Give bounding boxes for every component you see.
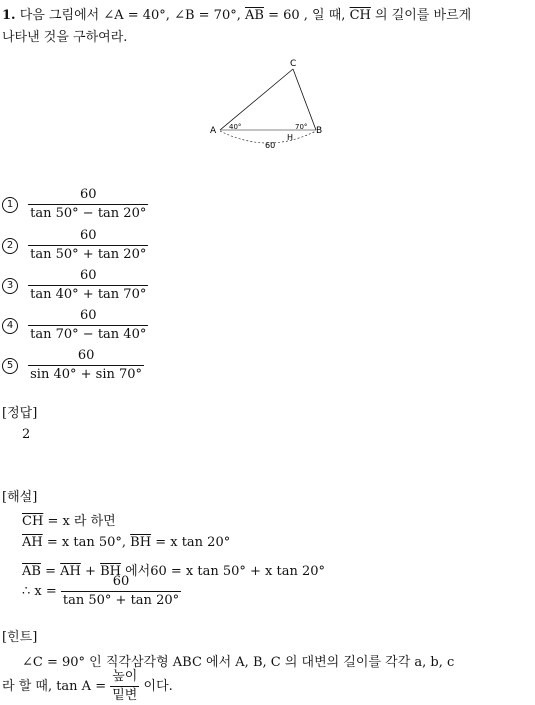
solution-line-2 — [22, 535, 230, 550]
vertex-c-label: C — [290, 59, 297, 69]
option-marker: 1 — [2, 197, 18, 213]
segment-ah-label: $\overline{AH}$ — [22, 535, 43, 550]
equals-sign: = — [45, 564, 56, 579]
option-marker: 5 — [2, 358, 18, 374]
solution-line-4 — [22, 573, 181, 610]
fraction-denominator: tan 50° − tan 20° — [30, 206, 147, 221]
segment-bh-label: $\overline{BH}$ — [100, 564, 121, 579]
option-3[interactable] — [2, 267, 148, 304]
hint-text: 이다. — [143, 679, 173, 694]
therefore-prefix: ∴ x = — [22, 584, 57, 599]
fraction-denominator: sin 40° + sin 70° — [30, 367, 143, 382]
option-5[interactable] — [2, 347, 144, 384]
solution-text: 에서60 = x tan 50° + x tan 20° — [125, 564, 326, 579]
hint-text: 라 할 때, tan A = — [2, 679, 107, 694]
fraction-numerator: 높이 — [110, 668, 139, 687]
hint-fraction — [110, 668, 139, 705]
fraction-denominator: tan 40° + tan 70° — [30, 287, 147, 302]
question-line-1 — [2, 4, 471, 23]
triangle-figure — [205, 55, 335, 155]
hint-line-1: ∠C = 90° 인 직각삼각형 ABC 에서 A, B, C 의 대변의 길이를 각각 a, b, c — [22, 655, 455, 670]
option-fraction — [28, 347, 144, 384]
solution-header: [해설] — [2, 490, 38, 505]
side-cb — [293, 69, 316, 130]
segment-ah-label: $\overline{AH}$ — [60, 564, 81, 579]
fraction-numerator: 60 — [61, 573, 181, 592]
fraction-numerator: 60 — [28, 227, 148, 246]
hint-header: [힌트] — [2, 630, 38, 645]
solution-text: = x tan 20° — [155, 535, 231, 550]
solution-line-1 — [22, 510, 116, 529]
fraction-denominator: tan 50° + tan 20° — [30, 247, 147, 262]
option-2[interactable] — [2, 227, 148, 264]
solution-text: = x 라 하면 — [47, 514, 116, 529]
option-fraction — [28, 186, 148, 223]
foot-h-label: H — [287, 133, 294, 142]
answer-header: [정답] — [2, 406, 38, 421]
fraction-numerator: 60 — [28, 307, 148, 326]
angle-b-label: 70° — [295, 123, 308, 131]
question-line-2: 나타낸 것을 구하여라. — [2, 30, 128, 45]
fraction-denominator: 밑변 — [112, 688, 138, 703]
fraction-numerator: 60 — [28, 347, 144, 366]
answer-value: 2 — [22, 427, 31, 442]
angle-a-label: 40° — [229, 123, 242, 131]
vertex-b-label: B — [316, 126, 323, 136]
fraction-numerator: 60 — [28, 186, 148, 205]
option-marker: 2 — [2, 238, 18, 254]
option-fraction — [28, 227, 148, 264]
option-1[interactable] — [2, 186, 148, 223]
question-text-b: = 60 , 일 때, — [268, 8, 346, 23]
option-4[interactable] — [2, 307, 148, 344]
question-text-c: 의 길이를 바르게 — [375, 8, 472, 23]
fraction-denominator: tan 50° + tan 20° — [62, 593, 180, 608]
plus-sign: + — [85, 564, 96, 579]
hint-line-2 — [2, 668, 173, 705]
segment-bh-label: $\overline{BH}$ — [130, 535, 152, 550]
vertex-a-label: A — [210, 126, 217, 136]
segment-ch-label: $\overline{CH}$ — [349, 8, 371, 23]
segment-ch-label: $\overline{CH}$ — [22, 514, 44, 529]
option-fraction — [28, 267, 148, 304]
fraction-denominator: tan 70° − tan 40° — [30, 327, 147, 342]
solution-text: = x tan 50°, — [46, 535, 127, 550]
option-marker: 4 — [2, 318, 18, 334]
question-number: 1. — [2, 8, 16, 23]
side-ac — [220, 69, 293, 130]
option-fraction — [28, 307, 148, 344]
question-text-a: 다음 그림에서 ∠A = 40°, ∠B = 70°, — [19, 8, 241, 23]
solution-fraction — [61, 573, 181, 610]
base-length-label: 60 — [265, 141, 276, 150]
fraction-numerator: 60 — [28, 267, 148, 286]
segment-ab-label: $\overline{AB}$ — [22, 564, 41, 579]
segment-ab-label: $\overline{AB}$ — [245, 8, 264, 23]
option-marker: 3 — [2, 278, 18, 294]
